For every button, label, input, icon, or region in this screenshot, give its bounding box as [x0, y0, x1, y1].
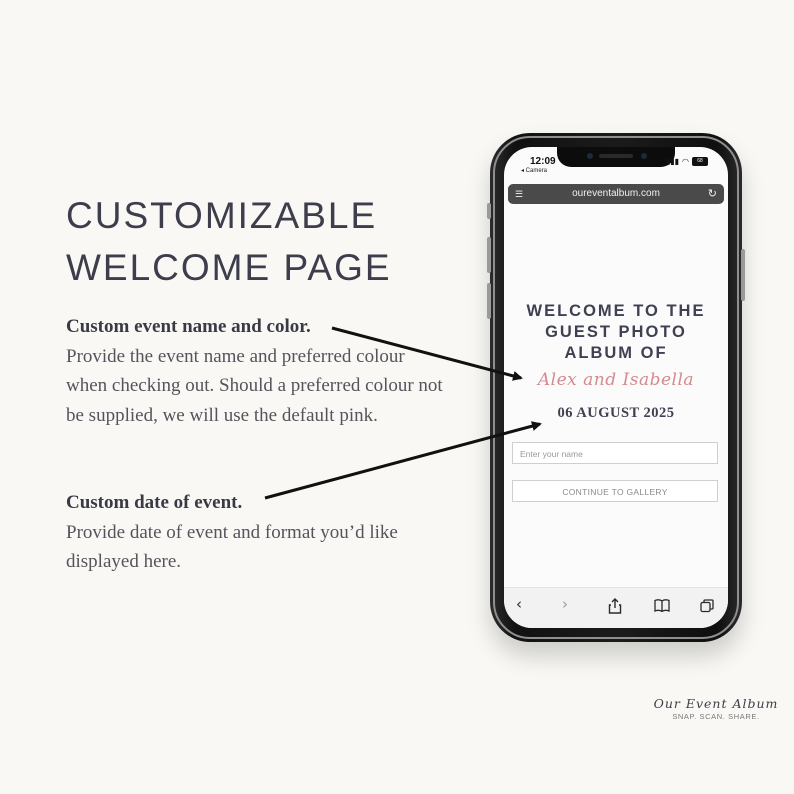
headline-line-2: WELCOME PAGE: [66, 247, 392, 288]
brand-name: Our Event Album: [653, 696, 779, 711]
feature-description: Provide the event name and preferred colour when checking out. Should a preferred colour not be supplied, we will use the default pink.: [66, 345, 443, 426]
welcome-line-1: WELCOME TO THE: [526, 302, 706, 320]
event-name: Alex and Isabella: [537, 370, 695, 390]
welcome-line-3: ALBUM OF: [564, 344, 668, 362]
feature-title: Custom date of event.: [66, 492, 243, 513]
signal-icon: ▮▮▮: [665, 157, 680, 166]
feature-title: Custom event name and color.: [66, 316, 311, 337]
brand-logo: [648, 696, 784, 721]
url-text: oureventalbum.com: [572, 188, 660, 199]
back-icon[interactable]: ‹: [516, 595, 522, 613]
back-to-app-link[interactable]: ◂ Camera: [521, 168, 548, 174]
name-input[interactable]: Enter your name: [512, 442, 718, 464]
status-time: 12:09: [530, 156, 556, 167]
forward-icon[interactable]: ›: [562, 595, 568, 613]
wifi-icon: ◠: [682, 157, 689, 166]
brand-tagline: SNAP. SCAN. SHARE.: [672, 712, 760, 721]
reload-icon[interactable]: ↻: [707, 188, 717, 200]
battery-icon: 68: [692, 157, 708, 166]
continue-to-gallery-button[interactable]: CONTINUE TO GALLERY: [512, 480, 718, 502]
page-menu-icon[interactable]: ☰: [515, 189, 524, 199]
feature-description: Provide date of event and format you’d like displayed here.: [66, 521, 398, 572]
welcome-line-2: GUEST PHOTO: [545, 323, 687, 341]
arrow-to-event-date: [265, 424, 540, 498]
event-date: 06 AUGUST 2025: [557, 405, 675, 421]
headline-line-1: CUSTOMIZABLE: [66, 195, 378, 236]
arrow-to-event-name: [332, 328, 521, 378]
